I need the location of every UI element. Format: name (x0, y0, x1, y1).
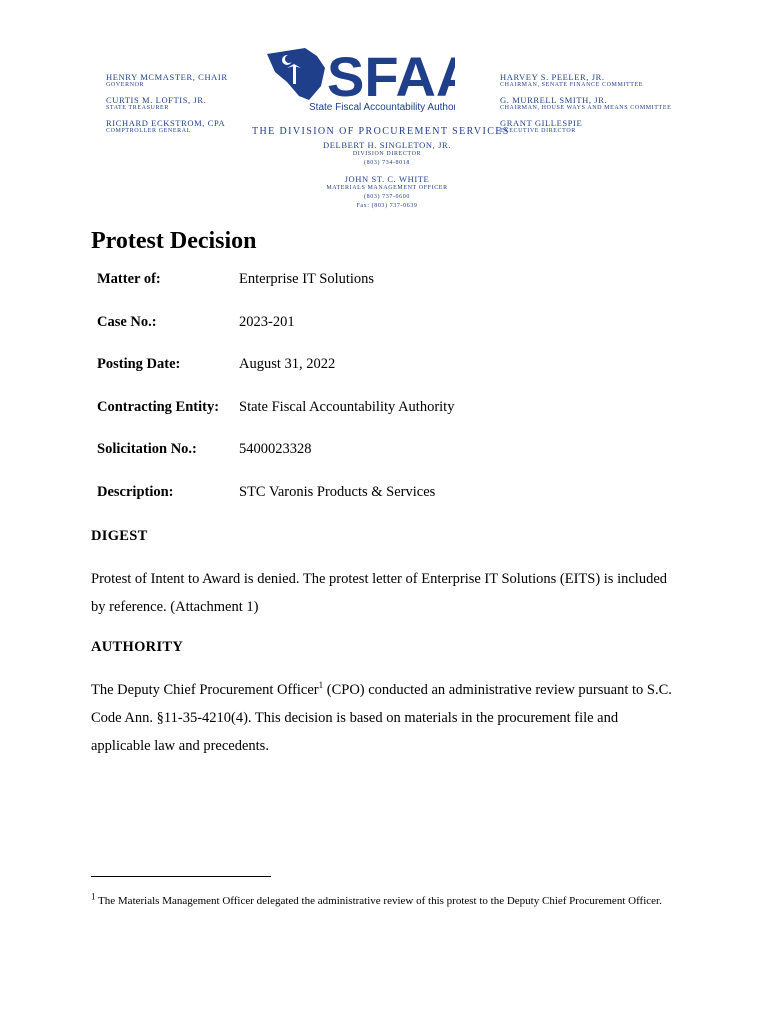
member-name: HARVEY S. PEELER, JR. (500, 72, 605, 82)
division-name: THE DIVISION OF PROCUREMENT SERVICES (252, 126, 510, 137)
detail-value: 2023-201 (239, 313, 295, 330)
detail-label: Description: (97, 483, 174, 500)
digest-heading: DIGEST (91, 528, 148, 544)
member-title: EXECUTIVE DIRECTOR (500, 128, 576, 134)
footnote-number: 1 (91, 891, 96, 902)
detail-value: State Fiscal Accountability Authority (239, 398, 455, 415)
letterhead-right-members (500, 72, 750, 141)
authority-text (91, 676, 681, 760)
member-title: COMPTROLLER GENERAL (106, 128, 191, 134)
detail-row (97, 399, 697, 442)
officer-title: MATERIALS MANAGEMENT OFFICER (326, 185, 448, 191)
detail-row (97, 271, 697, 314)
member-title: CHAIRMAN, SENATE FINANCE COMMITTEE (500, 82, 644, 88)
detail-label: Matter of: (97, 271, 161, 287)
page-title: Protest Decision (91, 228, 257, 254)
detail-value: Enterprise IT Solutions (239, 271, 375, 287)
member-name: HENRY MCMASTER, CHAIR (106, 72, 228, 82)
detail-value: August 31, 2022 (239, 356, 336, 372)
footnote-text: The Materials Management Officer delegated the administrative review of this protest to the Deputy Chief Procurement Officer. (95, 895, 662, 907)
case-details (97, 271, 697, 526)
detail-value: STC Varonis Products & Services (239, 483, 436, 500)
footnote-reference[interactable]: 1 (318, 680, 324, 691)
member-name: GRANT GILLESPIE (500, 118, 583, 128)
footnote-divider (91, 876, 271, 877)
detail-label: Contracting Entity: (97, 398, 220, 415)
detail-row (97, 314, 697, 357)
authority-text-part: (CPO) conducted an administrative review pursuant to S.C. Code Ann. §11-35-4210(4). This decision is based on materials in the procurement file and applicable law and precedents. (91, 682, 672, 754)
member-title: GOVERNOR (106, 82, 145, 88)
sfaa-logo (265, 46, 455, 114)
svg-text:State Fiscal Accountability Au: State Fiscal Accountability Authority (309, 102, 455, 113)
detail-label: Solicitation No.: (97, 441, 197, 457)
detail-row (97, 356, 697, 399)
detail-row (97, 441, 697, 484)
svg-text:SFAA: SFA (327, 46, 436, 108)
member-name: RICHARD ECKSTROM, CPA (106, 118, 226, 128)
footnote (91, 891, 691, 909)
officer-phone: (803) 734-8018 (364, 160, 410, 166)
officer-phone: (803) 737-0600 (364, 194, 410, 200)
digest-text: Protest of Intent to Award is denied. The protest letter of Enterprise IT Solutions (EITS) is included by reference. (Attachment 1) (91, 571, 668, 615)
detail-value: 5400023328 (239, 441, 312, 457)
detail-row (97, 484, 697, 527)
authority-heading: AUTHORITY (91, 639, 184, 655)
officer-name: DELBERT H. SINGLETON, JR. (323, 140, 451, 150)
member-name: CURTIS M. LOFTIS, JR. (106, 95, 207, 105)
officer-name: JOHN ST. C. WHITE (344, 174, 430, 184)
member-title: CHAIRMAN, HOUSE WAYS AND MEANS COMMITTEE (500, 105, 672, 111)
authority-text-part: The Deputy Chief Procurement Officer (91, 682, 319, 698)
division-officers (252, 140, 522, 211)
member-title: STATE TREASURER (106, 105, 169, 111)
member-name: G. MURRELL SMITH, JR. (500, 95, 608, 105)
detail-label: Posting Date: (97, 356, 181, 372)
officer-fax: Fax: (803) 737-0639 (356, 203, 418, 209)
detail-label: Case No.: (97, 313, 157, 330)
officer-title: DIVISION DIRECTOR (352, 151, 422, 157)
